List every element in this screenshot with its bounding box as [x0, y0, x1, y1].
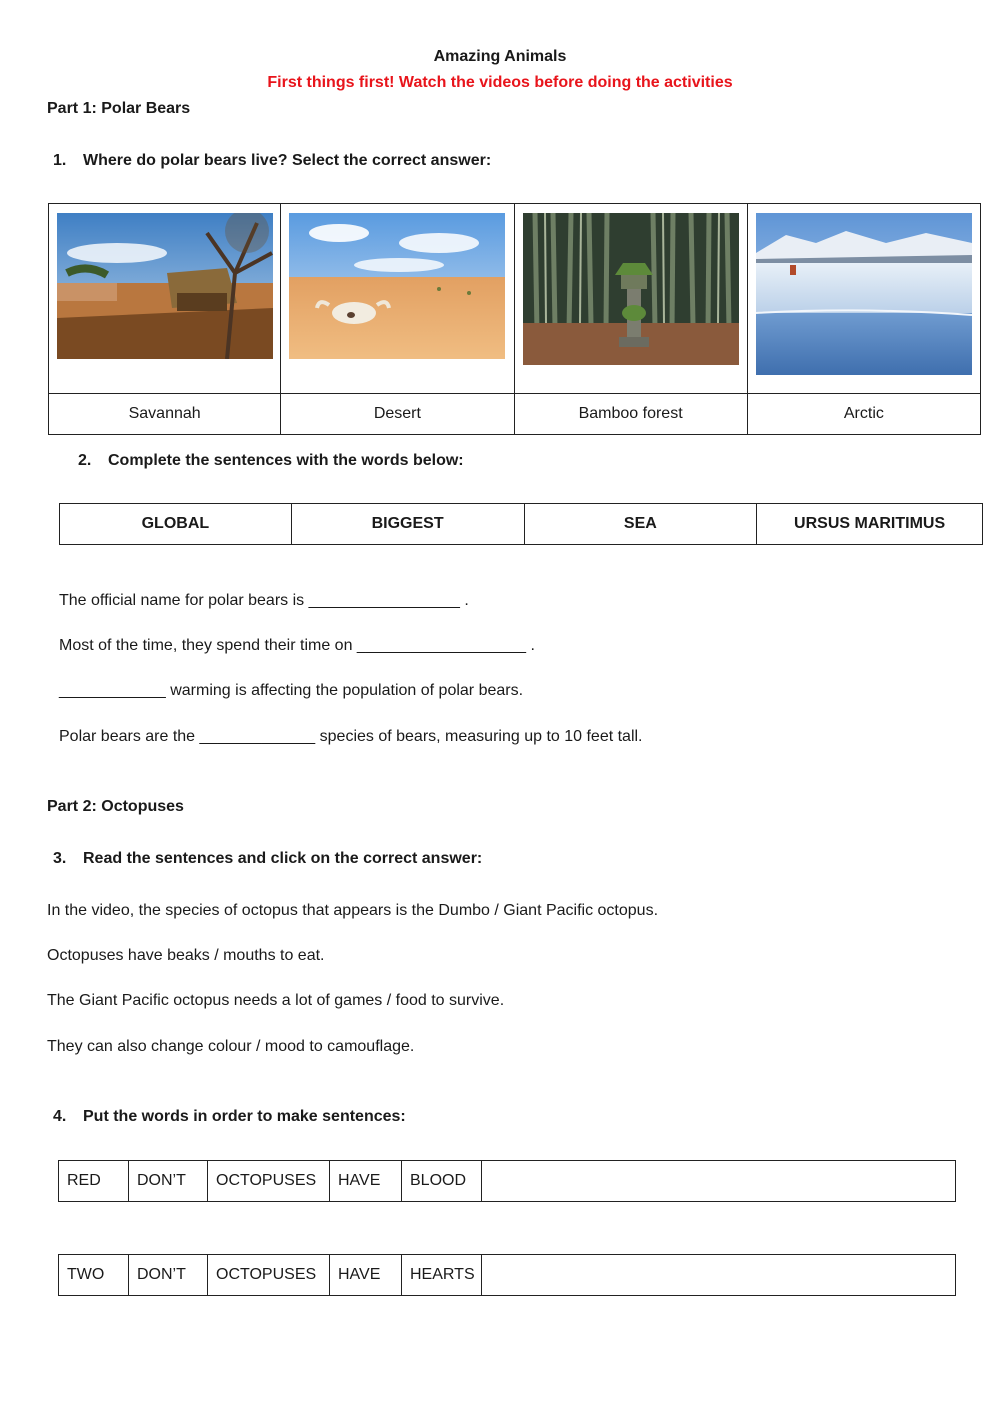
question-4 — [53, 1108, 406, 1126]
habitat-label-savannah: Savannah — [49, 394, 281, 435]
question-2-text: Complete the sentences with the words below: — [108, 452, 464, 469]
habitat-option-desert[interactable] — [281, 204, 514, 394]
word-tile[interactable]: DON’T — [129, 1255, 208, 1296]
word-tile[interactable]: HAVE — [330, 1255, 402, 1296]
question-3 — [53, 850, 482, 868]
question-2-number: 2. — [78, 452, 92, 469]
answer-box[interactable] — [482, 1255, 956, 1296]
desert-photo — [289, 213, 505, 359]
arctic-photo — [756, 213, 972, 375]
part2-heading: Part 2: Octopuses — [47, 798, 184, 815]
savannah-photo — [57, 213, 273, 359]
question-1-text: Where do polar bears live? Select the correct answer: — [83, 152, 492, 169]
page-title: Amazing Animals — [433, 48, 567, 65]
question-1-number: 1. — [53, 152, 67, 169]
word-bank-item[interactable]: GLOBAL — [60, 504, 292, 545]
part1-heading: Part 1: Polar Bears — [47, 100, 191, 117]
habitat-option-arctic[interactable] — [747, 204, 980, 394]
word-bank-item[interactable]: URSUS MARITIMUS — [757, 504, 983, 545]
word-tile[interactable]: OCTOPUSES — [208, 1255, 330, 1296]
word-bank-item[interactable]: SEA — [524, 504, 757, 545]
word-bank — [59, 503, 983, 545]
page-subtitle: First things first! Watch the videos before doing the activities — [267, 74, 733, 91]
word-order-row-2 — [58, 1254, 956, 1296]
habitat-label-arctic: Arctic — [747, 394, 980, 435]
choice-sentence-4[interactable]: They can also change colour / mood to camouflage. — [47, 1038, 415, 1055]
choice-sentence-3[interactable]: The Giant Pacific octopus needs a lot of games / food to survive. — [47, 992, 505, 1009]
fill-sentence-4[interactable]: Polar bears are the _____________ species of bears, measuring up to 10 feet tall. — [59, 728, 643, 745]
question-1 — [53, 152, 491, 170]
question-4-number: 4. — [53, 1108, 67, 1125]
word-tile[interactable]: HEARTS — [402, 1255, 482, 1296]
choice-sentence-1[interactable]: In the video, the species of octopus that appears is the Dumbo / Giant Pacific octopus. — [47, 902, 659, 919]
word-tile[interactable]: RED — [59, 1161, 129, 1202]
word-tile[interactable]: TWO — [59, 1255, 129, 1296]
word-order-row-1 — [58, 1160, 956, 1202]
question-2 — [78, 452, 464, 470]
fill-sentence-1[interactable]: The official name for polar bears is _________________ . — [59, 592, 469, 609]
habitat-option-savannah[interactable] — [49, 204, 281, 394]
habitat-label-bamboo-forest: Bamboo forest — [514, 394, 747, 435]
habitat-option-bamboo-forest[interactable] — [514, 204, 747, 394]
word-tile[interactable]: DON’T — [129, 1161, 208, 1202]
question-4-text: Put the words in order to make sentences: — [83, 1108, 406, 1125]
word-tile[interactable]: BLOOD — [402, 1161, 482, 1202]
habitat-table — [48, 203, 981, 435]
word-bank-item[interactable]: BIGGEST — [291, 504, 524, 545]
question-3-text: Read the sentences and click on the correct answer: — [83, 850, 483, 867]
choice-sentence-2[interactable]: Octopuses have beaks / mouths to eat. — [47, 947, 325, 964]
question-3-number: 3. — [53, 850, 67, 867]
answer-box[interactable] — [482, 1161, 956, 1202]
fill-sentence-2[interactable]: Most of the time, they spend their time on ___________________ . — [59, 637, 535, 654]
word-tile[interactable]: OCTOPUSES — [208, 1161, 330, 1202]
word-tile[interactable]: HAVE — [330, 1161, 402, 1202]
habitat-label-desert: Desert — [281, 394, 514, 435]
fill-sentence-3[interactable]: ____________ warming is affecting the population of polar bears. — [59, 682, 524, 699]
bamboo-forest-photo — [523, 213, 739, 365]
